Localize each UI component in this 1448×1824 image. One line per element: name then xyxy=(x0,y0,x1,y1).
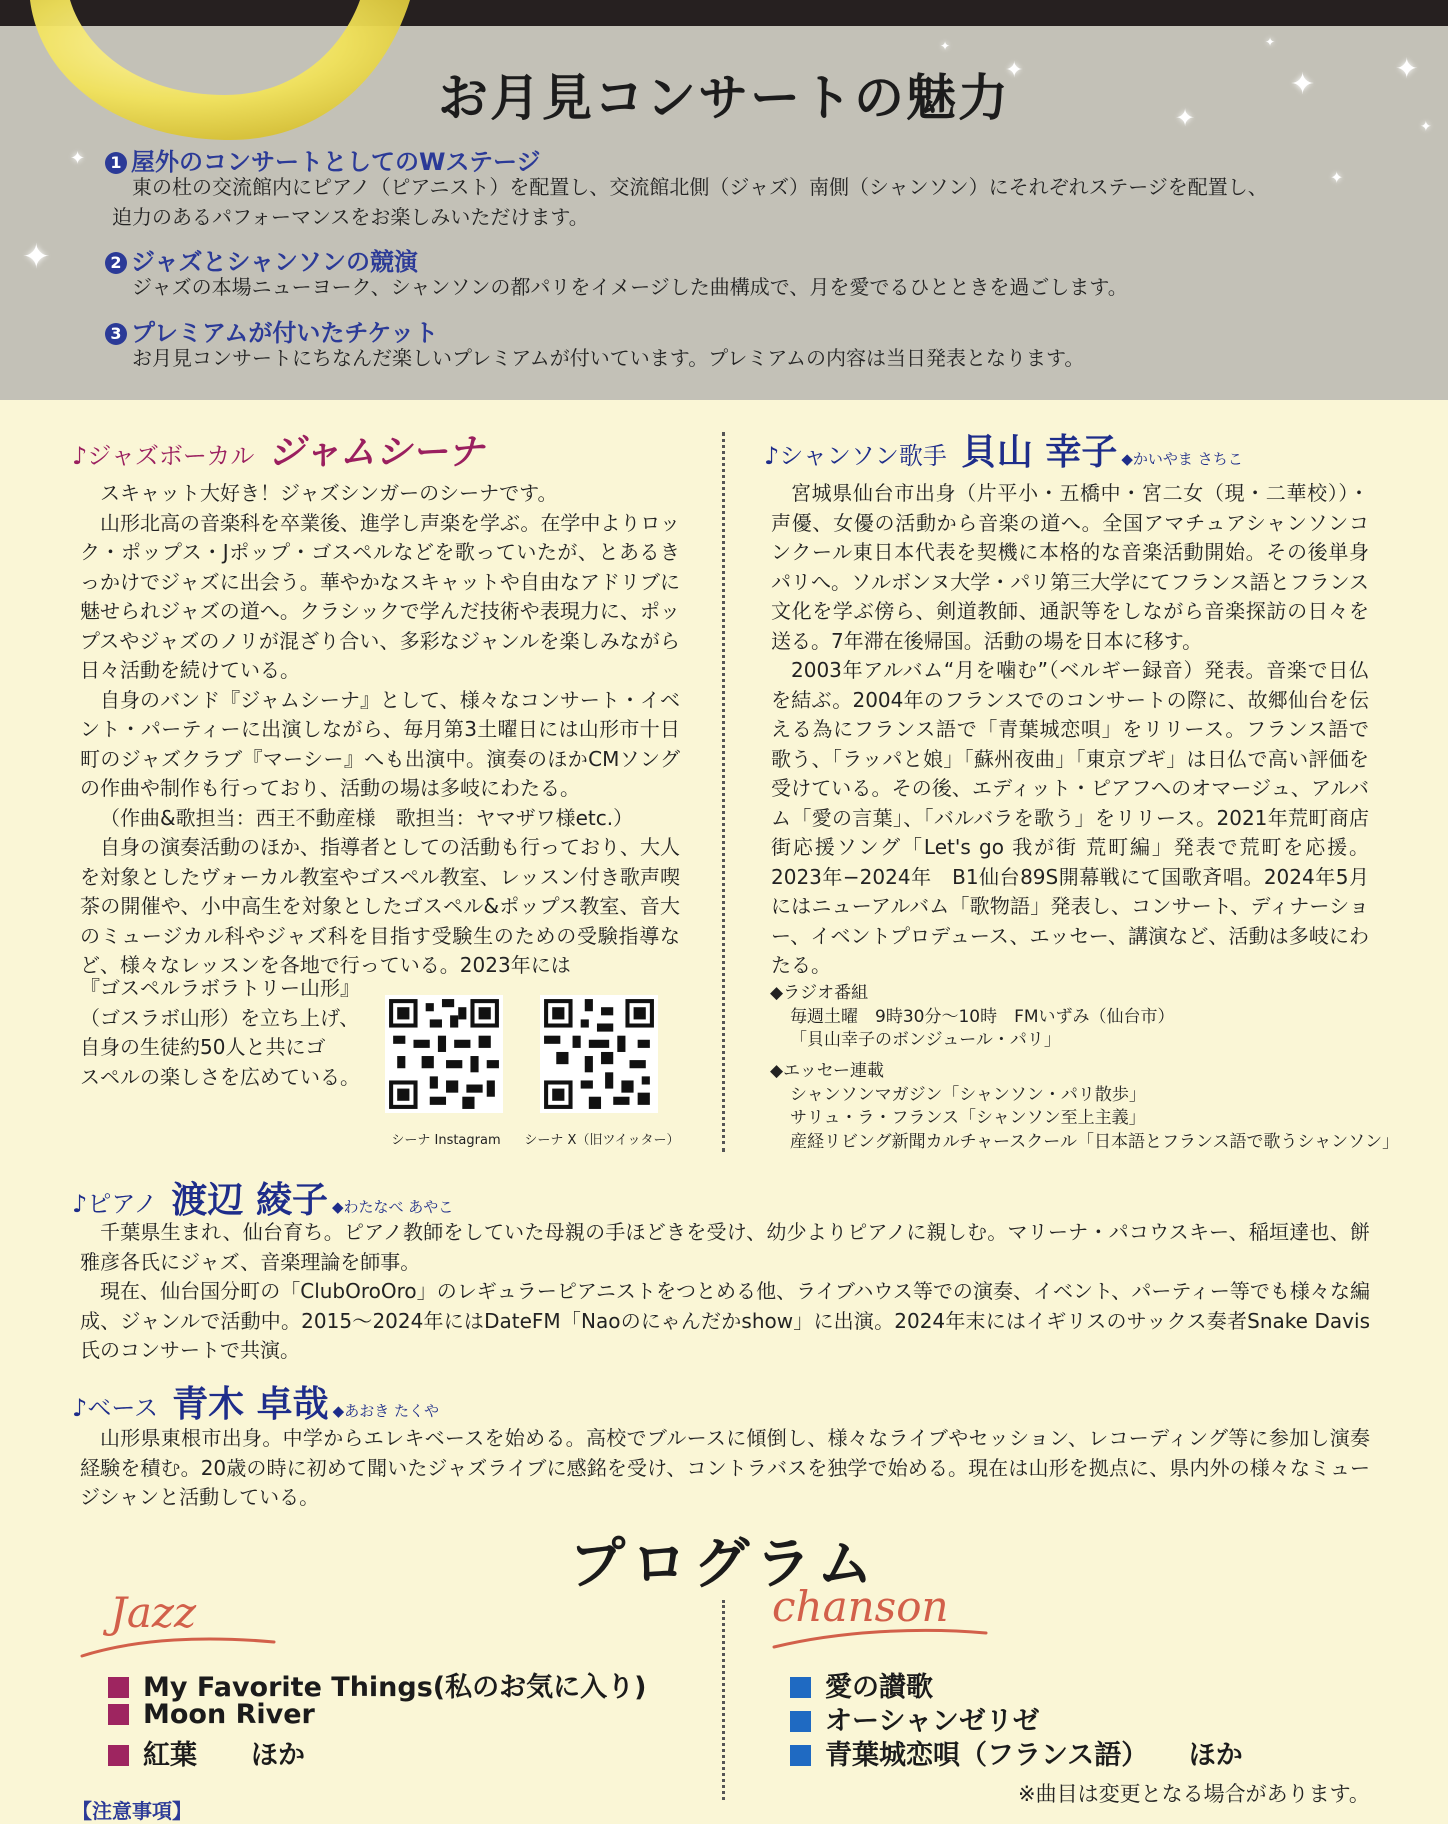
chanson-program-item: 愛の讃歌 xyxy=(790,1665,933,1704)
program-change-note: ※曲目は変更となる場合があります。 xyxy=(1018,1782,1370,1806)
essay-series-info: ◆エッセー連載 シャンソンマガジン「シャンソン・パリ散歩」 サリュ・ラ・フランス「シャンソン至上主義」 産経リビング新聞カルチャースクール「日本語とフランス語で歌うシャンソン」 xyxy=(770,1061,1400,1152)
piano-bio: 千葉県生まれ、仙台育ち。ピアノ教師をしていた母親の手ほどきを受け、幼少よりピアノに親しむ。マリーナ・パコウスキー、稲垣達也、餅雅彦各氏にジャズ、音楽理論を師事。 現在、仙台国分町の「ClubOroOro」のレギュラーピアニストをつとめる他、ライブハウス等での演奏、イベント、パーティー等でも様々な編成、ジャンルで活動中。2015〜2024年にはDateFM「Naoのにゃんだかshow」に出演。2024年末にはイギリスのサックス奏者Snake Davis氏のコンサートで共演。 xyxy=(80,1220,1370,1362)
caution-heading: 【注意事項】 xyxy=(72,1799,192,1823)
feature-body-2: ジャズの本場ニューヨーク、シャンソンの都パリをイメージした曲構成で、月を愛でるひとときを過ごします。 xyxy=(132,275,1128,299)
bass-bio: 山形県東根市出身。中学からエレキベースを始める。高校でブルースに傾倒し、様々なライブやセッション、レコーディング等に参加し演奏経験を積む。20歳の時に初めて聞いたジャズライブに感銘を受け、コントラバスを独学で始める。現在は山形を拠点に、県内外の様々なミュージシャンと活動している。 xyxy=(80,1426,1370,1509)
chanson-underline-swoosh xyxy=(770,1625,990,1655)
feature-body-3: お月見コンサートにちなんだ楽しいプレミアムが付いています。プレミアムの内容は当日発表となります。 xyxy=(132,346,1085,370)
chanson-singer-bio: 宮城県仙台市出身（片平小・五橋中・宮二女（現・二華校））・声優、女優の活動から音楽の道へ。全国アマチュアシャンソンコンクール東日本代表を契機に本格的な音楽活動開始。その後単身パリへ。ソルボンヌ大学・パリ第三大学にてフランス語とフランス文化を学ぶ傍ら、剣道教師、通訳等をしながら音楽探訪の日々を送る。7年滞在後帰国。活動の場を日本に移す。 2003年アルバム“月を噛む”（ベルギー録音）発表。音楽で日仏を結ぶ。2004年のフランスでのコンサートの際に、故郷仙台を伝える為にフランス語で「青葉城恋唄」をリリース。フランス語で歌う、「ラッパと娘」「蘇州夜曲」「東京ブギ」は日仏で高い評価を受けている。その後、エディット・ピアフへのオマージュ、アルバム「愛の言葉」、「バルバラを歌う」をリリース。2021年荒町商店街応援ソング「Let's go 我が街 荒町編」発表で荒町を応援。2023年−2024年 B1仙台89S開幕戦にて国歌斉唱。2024年5月にはニューアルバム「歌物語」発表し、コンサート、ディナーショー、イベントプロデュース、エッセー、講演など、活動は多岐にわたる。 xyxy=(771,481,1369,977)
chanson-program-item: 青葉城恋唄（フランス語） ほか xyxy=(790,1733,1243,1772)
feature-title-2: 2 ジャズとシャンソンの競演 xyxy=(105,242,418,277)
jazz-underline-swoosh xyxy=(78,1632,278,1662)
jazz-vocal-bio: スキャット大好き！ジャズシンガーのシーナです。 山形北高の音楽科を卒業後、進学し声楽を学ぶ。在学中よりロック・ポップス・Jポップ・ゴスペルなどを歌っていたが、とあるきっかけでジャズに出会う。華やかなスキャットや自由なアドリブに魅せられジャズの道へ。クラシックで学んだ技術や表現力に、ポップスやジャズのノリが混ざり合い、多彩なジャンルを楽しみながら日々活動を続けている。 自身のバンド『ジャムシーナ』として、様々なコンサート・イベント・パーティーに出演しながら、毎月第3土曜日には山形市十日町のジャズクラブ『マーシー』へも出演中。演奏のほかCMソングの作曲や制作も行っており、活動の場は多岐にわたる。 （作曲&歌担当：西王不動産様 歌担当：ヤマザワ様etc.） 自身の演奏活動のほか、指導者としての活動も行っており、大人を対象としたヴォーカル教室やゴスペル教室、レッスン付き歌声喫茶の開催や、小中高生を対象としたゴスペル&ポップス教室、音大のミュージカル科やジャズ科を目指す受験生のための受験指導など、様々なレッスンを各地で行っている。2023年には xyxy=(80,481,680,977)
jazz-label: Jazz xyxy=(110,1588,197,1637)
instagram-qr-caption: シーナ Instagram xyxy=(391,1133,501,1148)
jazz-vocal-heading: ♪ジャズボーカル ジャムシーナ xyxy=(72,432,484,473)
chanson-singer-heading: ♪シャンソン歌手 貝山 幸子 ◆かいやま さちこ xyxy=(764,432,1243,473)
column-divider xyxy=(722,432,725,1152)
jazz-vocal-bio-tail: 『ゴスペルラボラトリー山形』 （ゴスラボ山形）を立ち上げ、 自身の生徒約50人と共にゴ スペルの楽しさを広めている。 xyxy=(80,976,360,1089)
star-icon: ✦ xyxy=(1175,104,1196,132)
program-divider xyxy=(722,1600,725,1800)
jazz-program-item: My Favorite Things(私のお気に入り) xyxy=(108,1665,646,1704)
star-icon: ✦ xyxy=(1420,119,1432,135)
piano-heading: ♪ピアノ 渡辺 綾子 ◆わたなべ あやこ xyxy=(72,1180,454,1221)
jazz-program-item: 紅葉 ほか xyxy=(108,1733,305,1772)
chanson-label: chanson xyxy=(772,1582,949,1631)
star-icon: ✦ xyxy=(70,148,86,169)
jazz-program-item: Moon River xyxy=(108,1699,315,1730)
radio-program-info: ◆ラジオ番組 毎週土曜 9時30分〜10時 FMいずみ（仙台市） 「貝山幸子のボンジュール・パリ」 xyxy=(770,983,1175,1050)
star-icon: ✦ xyxy=(1330,168,1344,187)
star-icon: ✦ xyxy=(1290,67,1316,102)
program-title: プログラム xyxy=(569,1531,879,1597)
feature-body-1: 東の杜の交流館内にピアノ（ピアニスト）を配置し、交流館北側（ジャズ）南側（シャンソン）にそれぞれステージを配置し、 迫力のあるパフォーマンスをお楽しみいただけます。 xyxy=(112,175,1268,229)
feature-title-3: 3 プレミアムが付いたチケット xyxy=(105,313,438,348)
star-icon: ✦ xyxy=(1005,58,1024,83)
chanson-program-item: オーシャンゼリゼ xyxy=(790,1699,1040,1738)
x-qr-caption: シーナ X（旧ツイッター） xyxy=(524,1133,680,1148)
star-icon: ✦ xyxy=(1395,52,1419,85)
instagram-qr-code[interactable] xyxy=(385,995,503,1113)
bass-heading: ♪ベース 青木 卓哉 ◆あおき たくや xyxy=(72,1384,439,1425)
star-icon: ✦ xyxy=(22,237,51,277)
x-qr-code[interactable] xyxy=(540,995,658,1113)
star-icon: ✦ xyxy=(1265,35,1276,49)
feature-title-1: 1 屋外のコンサートとしてのWステージ xyxy=(105,142,541,177)
page-title: お月見コンサートの魅力 xyxy=(438,68,1010,127)
star-icon: ✦ xyxy=(940,39,951,53)
